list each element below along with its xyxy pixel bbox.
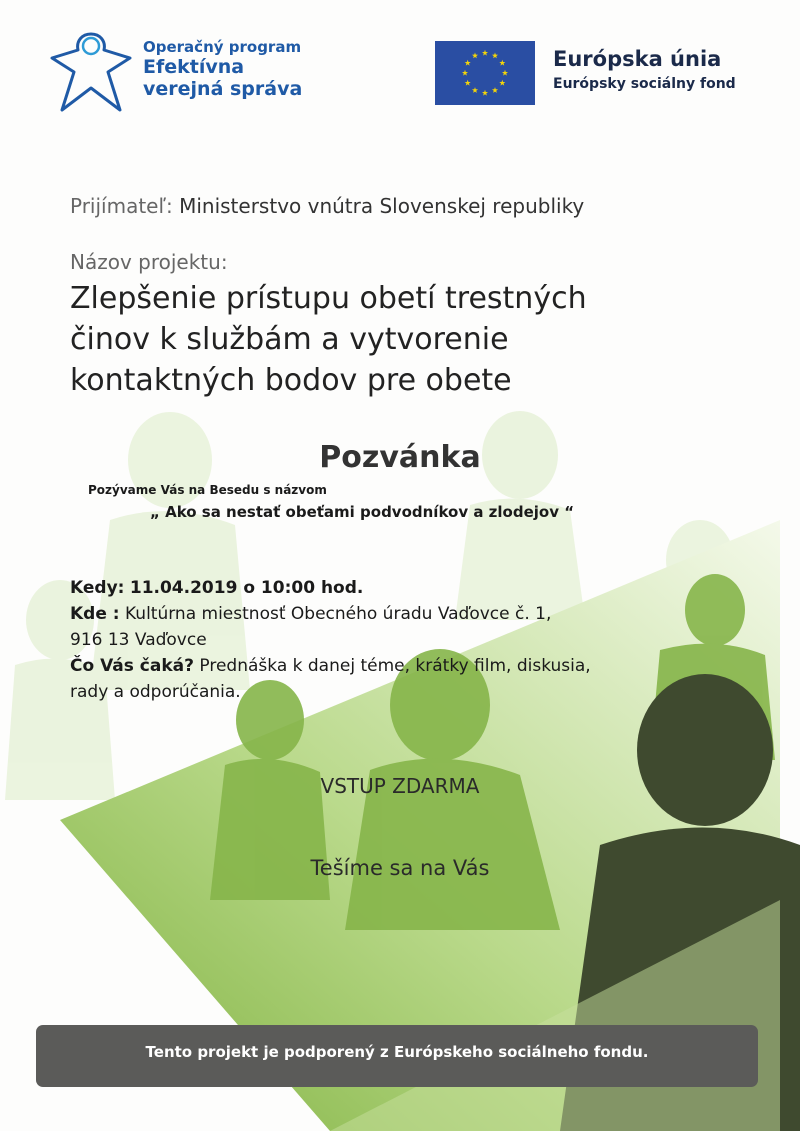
where-line <box>70 601 730 627</box>
project-name <box>70 278 710 401</box>
recipient-label: Prijímateľ: <box>70 194 173 218</box>
footer-text: Tento projekt je podporený z Európskeho sociálneho fondu. <box>145 1043 649 1061</box>
event-details <box>70 575 730 705</box>
what-label: Čo Vás čaká? <box>70 656 194 676</box>
recipient-value: Ministerstvo vnútra Slovenskej republiky <box>179 194 585 218</box>
program-name-line2: verejná správa <box>143 78 303 100</box>
invitation-title: Pozvánka <box>319 440 481 475</box>
when-label: Kedy: <box>70 578 125 598</box>
project-label: Názov projektu: <box>70 250 228 274</box>
what-value: Prednáška k danej téme, krátky film, diskusia, <box>199 656 591 676</box>
closing-note: Tešíme sa na Vás <box>310 856 490 880</box>
recipient-line <box>70 194 584 218</box>
where-line-2: 916 13 Vaďovce <box>70 630 207 650</box>
project-name-line1: Zlepšenie prístupu obetí trestných <box>70 281 587 316</box>
what-line-2: rady a odporúčania. <box>70 682 241 702</box>
eu-label <box>553 45 736 95</box>
what-line <box>70 653 730 679</box>
eu-flag-icon <box>435 41 535 105</box>
program-logo-text <box>143 38 302 100</box>
program-name-line1: Efektívna <box>143 56 245 78</box>
eu-subtitle: Európsky sociálny fond <box>553 76 736 92</box>
invitation-quote: „ Ako sa nestať obeťami podvodníkov a zlodejov “ <box>150 503 575 521</box>
entry-note: VSTUP ZDARMA <box>320 774 480 798</box>
program-logo-icon <box>46 28 136 120</box>
when-value: 11.04.2019 o 10:00 hod. <box>129 578 364 598</box>
project-name-line3: kontaktných bodov pre obete <box>70 363 512 398</box>
eu-title: Európska únia <box>553 47 722 71</box>
project-name-line2: činov k službám a vytvorenie <box>70 322 509 357</box>
invitation-subtitle: Pozývame Vás na Besedu s názvom <box>88 483 327 497</box>
where-label: Kde : <box>70 604 120 624</box>
where-value: Kultúrna miestnosť Obecného úradu Vaďovce č. 1, <box>125 604 552 624</box>
when-line <box>70 575 730 601</box>
program-label: Operačný program <box>143 38 302 56</box>
